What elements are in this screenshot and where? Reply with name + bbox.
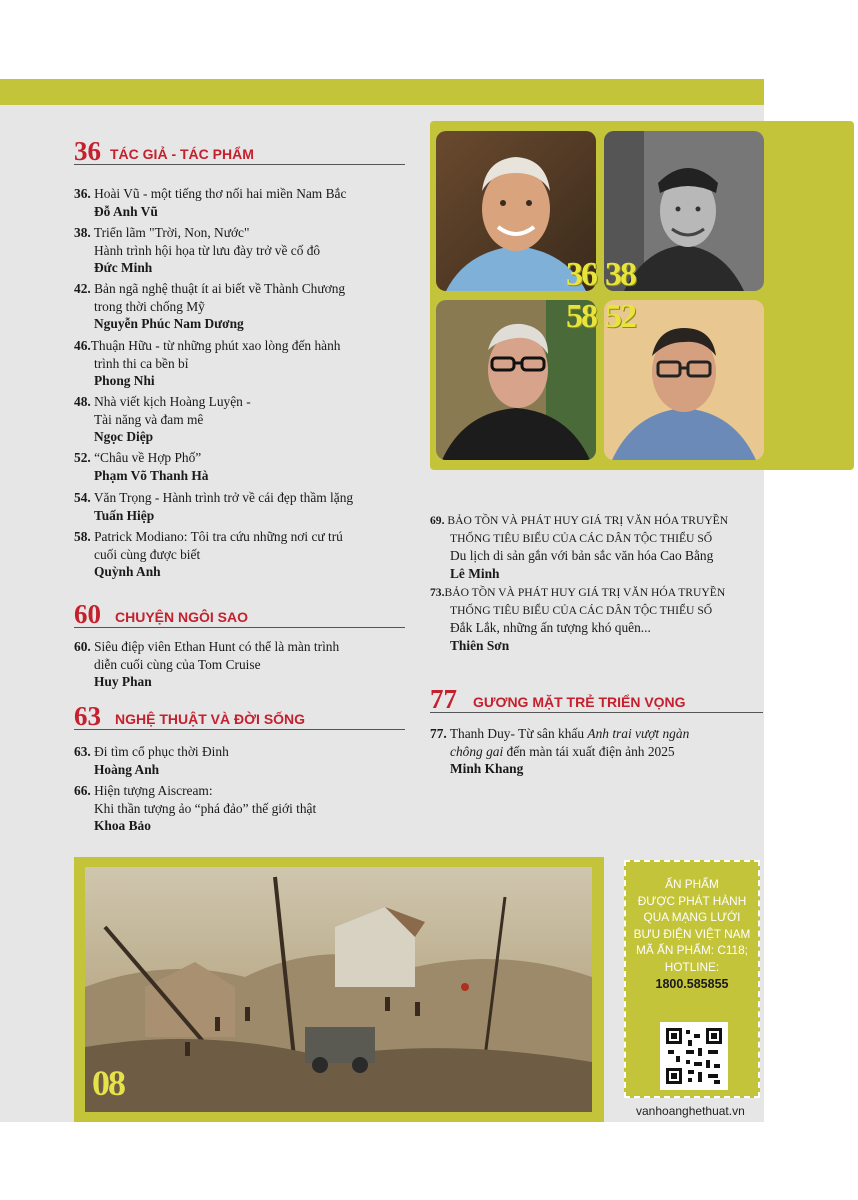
entry-page: 77. bbox=[430, 726, 447, 741]
war-painting-image bbox=[85, 867, 592, 1112]
section-title: NGHỆ THUẬT VÀ ĐỜI SỐNG bbox=[115, 711, 306, 727]
hotline-number[interactable]: 1800.585855 bbox=[655, 976, 729, 991]
entry-title: Patrick Modiano: Tôi tra cứu những nơi cư trú bbox=[94, 529, 343, 544]
entry-title: Văn Trọng - Hành trình trở về cái đẹp thầm lặng bbox=[93, 490, 354, 505]
section-title: TÁC GIẢ - TÁC PHẨM bbox=[110, 146, 254, 162]
entry-author: Đỗ Anh Vũ bbox=[94, 203, 158, 219]
entry-author: Ngọc Diệp bbox=[94, 429, 154, 445]
entry-title-line: đến màn tái xuất điện ảnh 2025 bbox=[503, 743, 675, 759]
entry-page: 54. bbox=[74, 490, 91, 505]
toc-entry-38[interactable] bbox=[74, 224, 320, 277]
entry-author: Phong Nhi bbox=[94, 373, 155, 389]
top-color-band bbox=[0, 79, 764, 105]
entry-page: 46. bbox=[74, 338, 91, 353]
entry-subtitle: Du lịch di sản gắn với bản sắc văn hóa Cao Bằng bbox=[450, 548, 714, 564]
photo-page-number-52: 52 bbox=[605, 298, 635, 335]
entry-title-italic: chông gai bbox=[450, 743, 504, 759]
section-title: CHUYỆN NGÔI SAO bbox=[115, 609, 249, 625]
section-number: 63 bbox=[74, 701, 101, 731]
entry-author: Tuấn Hiệp bbox=[94, 507, 155, 523]
info-line: MÃ ẤN PHẨM: C118; bbox=[636, 943, 748, 958]
entry-title-line: cuối cùng được biết bbox=[94, 546, 201, 562]
entry-title-line: THỐNG TIÊU BIỂU CỦA CÁC DÂN TỘC THIỂU SỐ bbox=[450, 603, 713, 617]
entry-author: Minh Khang bbox=[450, 761, 524, 777]
entry-title: Hiện tượng Aiscream: bbox=[94, 783, 213, 798]
section-header-60 bbox=[74, 601, 405, 628]
toc-entry-36[interactable] bbox=[74, 185, 346, 220]
toc-entry-52[interactable] bbox=[74, 449, 208, 484]
entry-page: 52. bbox=[74, 450, 91, 465]
info-line: BƯU ĐIỆN VIỆT NAM bbox=[633, 926, 751, 941]
entry-title-line: trình thi ca bền bỉ bbox=[94, 355, 189, 371]
entry-title-line: THỐNG TIÊU BIỂU CỦA CÁC DÂN TỘC THIỂU SỐ bbox=[450, 531, 713, 545]
entry-title-italic: Anh trai vượt ngàn bbox=[587, 726, 690, 741]
entry-subtitle: Đắk Lắk, những ấn tượng khó quên... bbox=[450, 620, 651, 636]
entry-page: 60. bbox=[74, 639, 91, 654]
entry-title: Nhà viết kịch Hoàng Luyện - bbox=[94, 394, 251, 409]
entry-title-line: diễn cuối cùng của Tom Cruise bbox=[94, 656, 261, 672]
section-header-63 bbox=[74, 703, 405, 730]
toc-entry-54[interactable] bbox=[74, 489, 353, 524]
info-line: QUA MẠNG LƯỚI bbox=[643, 910, 741, 925]
entry-title: Triển lãm "Trời, Non, Nước" bbox=[93, 225, 250, 240]
section-number: 36 bbox=[74, 136, 101, 166]
toc-entry-66[interactable] bbox=[74, 782, 316, 835]
distribution-info-box bbox=[624, 860, 760, 1098]
photo-page-number-38: 38 bbox=[605, 256, 635, 293]
entry-page: 63. bbox=[74, 744, 91, 759]
entry-page: 42. bbox=[74, 281, 91, 296]
photo-page-number-36: 36 bbox=[566, 256, 596, 293]
painting-page-number: 08 bbox=[92, 1063, 124, 1103]
toc-entry-69[interactable] bbox=[430, 512, 728, 582]
section-title: GƯƠNG MẶT TRẺ TRIỂN VỌNG bbox=[473, 694, 686, 710]
toc-entry-46[interactable] bbox=[74, 337, 341, 390]
entry-page: 73. bbox=[430, 586, 445, 599]
entry-title: BẢO TỒN VÀ PHÁT HUY GIÁ TRỊ VĂN HÓA TRUYỀN bbox=[444, 586, 726, 599]
entry-page: 66. bbox=[74, 783, 91, 798]
toc-entry-77[interactable] bbox=[430, 725, 689, 778]
toc-entry-60[interactable] bbox=[74, 638, 339, 691]
entry-page: 69. bbox=[430, 514, 445, 527]
entry-author: Quỳnh Anh bbox=[94, 564, 161, 580]
toc-entry-42[interactable] bbox=[74, 280, 345, 333]
section-number: 77 bbox=[430, 684, 457, 714]
entry-author: Lê Minh bbox=[450, 565, 500, 581]
toc-entry-63[interactable] bbox=[74, 743, 229, 778]
section-number: 60 bbox=[74, 599, 101, 629]
entry-author: Thiên Sơn bbox=[450, 637, 510, 653]
entry-title-line: Hành trình hội họa từ lưu đày trở về cố đô bbox=[94, 242, 321, 258]
entry-title: Thanh Duy- Từ sân khấu bbox=[449, 726, 588, 741]
entry-title: Bản ngã nghệ thuật ít ai biết về Thành Chương bbox=[94, 281, 346, 296]
entry-title: Đi tìm cổ phục thời Đinh bbox=[94, 744, 229, 759]
entry-author: Huy Phan bbox=[94, 674, 152, 690]
info-line: ẤN PHẨM bbox=[665, 877, 719, 891]
entry-title: Hoài Vũ - một tiếng thơ nối hai miền Nam Bắc bbox=[94, 186, 347, 201]
entry-page: 36. bbox=[74, 186, 91, 201]
entry-author: Phạm Võ Thanh Hà bbox=[94, 467, 209, 483]
entry-page: 58. bbox=[74, 529, 91, 544]
entry-author: Đức Minh bbox=[94, 260, 153, 276]
toc-entry-58[interactable] bbox=[74, 528, 343, 581]
entry-title-line: Khi thần tượng ảo “phá đảo” thế giới thật bbox=[94, 800, 317, 816]
website-link[interactable]: vanhoanghethuat.vn bbox=[636, 1104, 745, 1118]
qr-code-icon[interactable] bbox=[660, 1022, 728, 1090]
entry-page: 48. bbox=[74, 394, 91, 409]
toc-entry-48[interactable] bbox=[74, 393, 251, 446]
info-line: HOTLINE: bbox=[664, 959, 720, 974]
toc-entry-73[interactable] bbox=[430, 584, 725, 654]
entry-title: “Châu về Hợp Phố” bbox=[94, 450, 202, 465]
entry-author: Nguyễn Phúc Nam Dương bbox=[94, 316, 244, 332]
info-line: ĐƯỢC PHÁT HÀNH bbox=[637, 893, 747, 908]
section-header-77 bbox=[430, 686, 763, 713]
entry-title: BẢO TỒN VÀ PHÁT HUY GIÁ TRỊ VĂN HÓA TRUYỀN bbox=[447, 514, 729, 527]
photo-page-number-58: 58 bbox=[566, 298, 596, 335]
entry-title: Thuận Hữu - từ những phút xao lòng đến hành bbox=[90, 338, 341, 353]
entry-page: 38. bbox=[74, 225, 91, 240]
entry-title-line: trong thời chống Mỹ bbox=[94, 298, 205, 314]
entry-author: Khoa Bảo bbox=[94, 818, 151, 834]
entry-title-line: Tài năng và đam mê bbox=[94, 411, 204, 427]
entry-author: Hoàng Anh bbox=[94, 761, 160, 777]
entry-title: Siêu điệp viên Ethan Hunt có thể là màn trình bbox=[94, 639, 340, 654]
section-header-36 bbox=[74, 138, 405, 165]
